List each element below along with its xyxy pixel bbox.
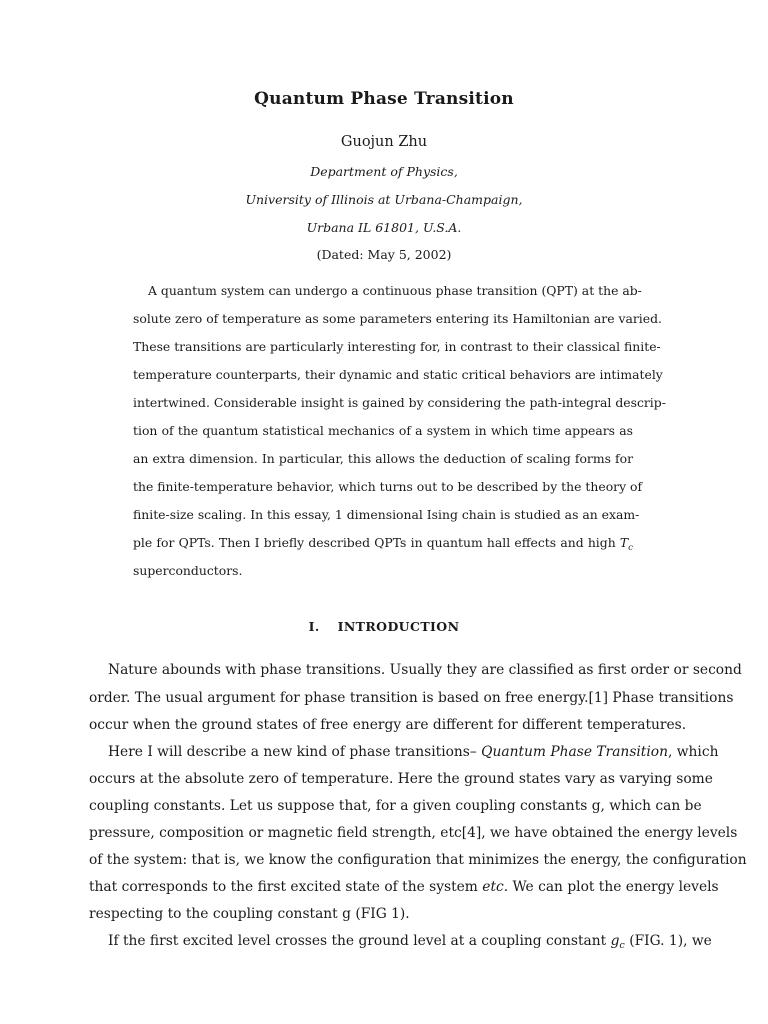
- affiliation-address: Urbana IL 61801, U.S.A.: [306, 220, 462, 235]
- abstract-line: These transitions are particularly interesting for, in contrast to their classical finite-: [133, 339, 661, 354]
- abstract-line: the finite-temperature behavior, which turns out to be described by the theory of: [133, 479, 643, 494]
- abstract-line: intertwined. Considerable insight is gained by considering the path-integral descrip-: [133, 395, 666, 410]
- section-heading: [0, 619, 768, 634]
- body-text-span: , which: [667, 744, 719, 760]
- abstract-line: finite-size scaling. In this essay, 1 dimensional Ising chain is studied as an exam-: [133, 507, 640, 522]
- section-title: INTRODUCTION: [337, 619, 460, 634]
- affiliation-university: University of Illinois at Urbana-Champaign,: [245, 192, 523, 207]
- body-text-span: that corresponds to the first excited state of the system: [89, 879, 483, 895]
- body-line: occur when the ground states of free energy are different for different temperatures.: [89, 717, 687, 733]
- abstract-line: an extra dimension. In particular, this allows the deduction of scaling forms for: [133, 451, 633, 466]
- body-line: occurs at the absolute zero of temperature. Here the ground states vary as varying some: [89, 771, 713, 787]
- body-text-span: We can plot the energy levels: [508, 879, 719, 895]
- math-T: T: [619, 535, 629, 550]
- body-line: pressure, composition or magnetic field strength, etc[4], we have obtained the energy levels: [89, 825, 738, 841]
- abstract-line: superconductors.: [133, 563, 243, 578]
- body-text-span: If the first excited level crosses the ground level at a coupling constant: [108, 933, 611, 949]
- body-line: [108, 744, 719, 760]
- body-line: of the system: that is, we know the configuration that minimizes the energy, the configuration: [89, 852, 747, 868]
- body-text-span: Here I will describe a new kind of phase transitions–: [108, 744, 482, 760]
- emphasis-term: Quantum Phase Transition: [481, 744, 668, 760]
- body-line: coupling constants. Let us suppose that, for a given coupling constants g, which can be: [89, 798, 702, 814]
- body-text-span: (FIG. 1), we: [624, 933, 712, 949]
- abstract-line: solute zero of temperature as some parameters entering its Hamiltonian are varied.: [133, 311, 662, 326]
- section-number: I.: [308, 619, 320, 634]
- body-line: [89, 879, 719, 895]
- affiliation-department: Department of Physics,: [310, 164, 458, 179]
- math-g: g: [610, 933, 620, 949]
- emphasis-etc: etc.: [482, 879, 509, 895]
- abstract-line: tion of the quantum statistical mechanics of a system in which time appears as: [133, 423, 633, 438]
- body-line: order. The usual argument for phase transition is based on free energy.[1] Phase transitions: [89, 690, 734, 706]
- abstract-line: [133, 535, 633, 553]
- abstract-line: A quantum system can undergo a continuous phase transition (QPT) at the ab-: [148, 283, 642, 298]
- body-line: respecting to the coupling constant g (FIG 1).: [89, 906, 410, 922]
- abstract-line: temperature counterparts, their dynamic and static critical behaviors are intimately: [133, 367, 663, 382]
- body-line: Nature abounds with phase transitions. Usually they are classified as first order or second: [108, 662, 742, 678]
- math-subscript-c: c: [619, 940, 625, 951]
- author-name: Guojun Zhu: [340, 134, 428, 150]
- math-subscript-c: c: [628, 543, 633, 553]
- abstract-text: ple for QPTs. Then I briefly described QPTs in quantum hall effects and high: [133, 535, 620, 550]
- body-line: [108, 933, 712, 951]
- date-line: (Dated: May 5, 2002): [316, 247, 452, 262]
- paper-title: Quantum Phase Transition: [254, 89, 514, 109]
